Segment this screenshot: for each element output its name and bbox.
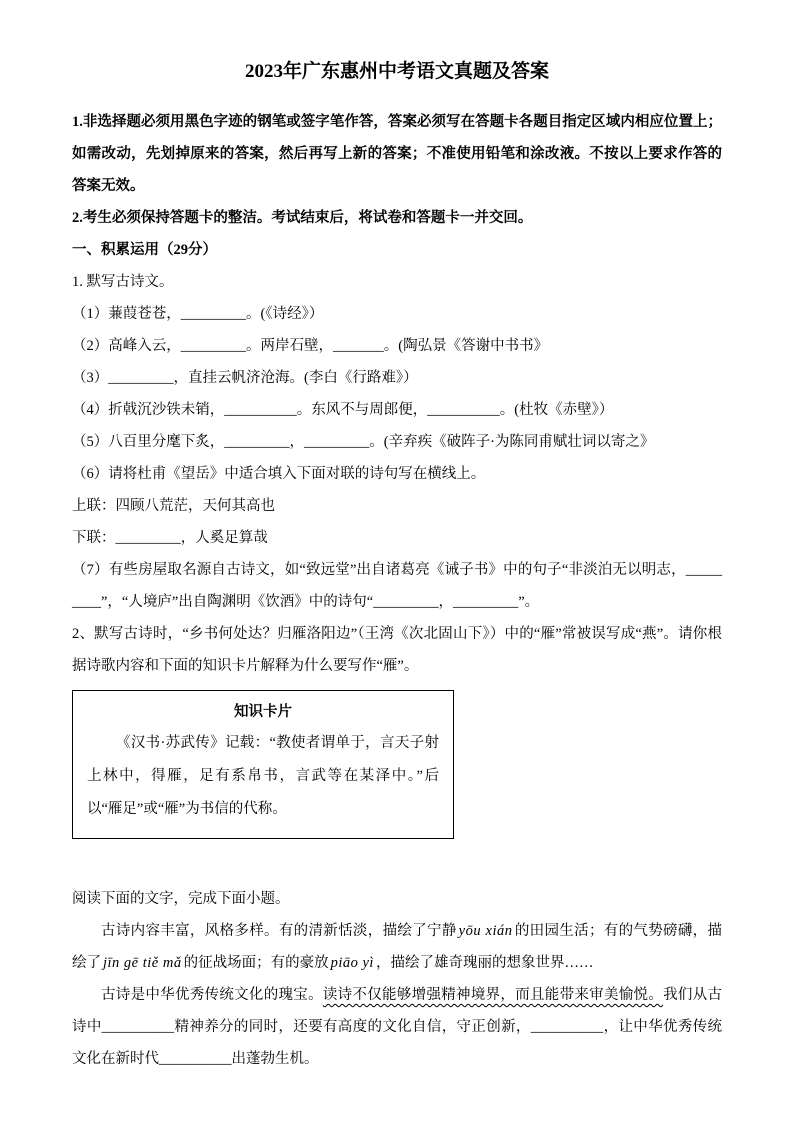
reading-paragraph-1 <box>72 915 722 979</box>
knowledge-card-body: 《汉书·苏武传》记载：“教使者谓单于，言天子射上林中，得雁，足有系帛书，言武等在某泽中。”后以“雁足”或“雁”为书信的代称。 <box>87 735 439 817</box>
reading-paragraph-2 <box>72 979 722 1075</box>
wavy-underline-run: 读诗不仅能够增强精神境界，而且能带来审美愉悦。 <box>322 987 664 1003</box>
pinyin-run-1: yōu xián <box>458 923 513 939</box>
section-heading: 一、积累运用（29分） <box>72 242 217 258</box>
question-1-stem: 1. 默写古诗文。 <box>72 274 174 290</box>
knowledge-card-title: 知识卡片 <box>234 704 292 720</box>
instruction-1: 1.非选择题必须用黑色字迹的钢笔或签字笔作答，答案必须写在答题卡各题目指定区域内相应位置上；如需改动，先划掉原来的答案，然后再写上新的答案；不准使用铅笔和涂改液。不按以上要求作答的答案无效。 <box>72 114 722 194</box>
pinyin-run-3: piāo yì <box>330 955 374 971</box>
question-1-item-7: （7）有些房屋取名源自古诗文，如“致远堂”出自诸葛亮《诫子书》中的句子“非淡泊无以明志，_________”，“人境庐”出自陶渊明《饮酒》中的诗句“_________，_________”。 <box>72 562 722 610</box>
text-run: ，描绘了雄奇瑰丽的想象世界…… <box>375 955 594 971</box>
question-1-item-3: （3）_________，直挂云帆济沧海。(李白《行路难》） <box>72 370 418 386</box>
question-1-item-4: （4）折戟沉沙铁未销，__________。东风不与周郎便，__________。(杜牧《赤壁》） <box>72 402 614 418</box>
reading-intro: 阅读下面的文字，完成下面小题。 <box>72 891 290 907</box>
document-title: 2023年广东惠州中考语文真题及答案 <box>244 61 549 82</box>
couplet-upper-line: 上联：四顾八荒茫，天何其高也 <box>72 498 275 514</box>
instruction-2: 2.考生必须保持答题卡的整洁。考试结束后，将试卷和答题卡一并交回。 <box>72 210 533 226</box>
question-1-item-6: （6）请将杜甫《望岳》中适合填入下面对联的诗句写在横线上。 <box>72 466 486 482</box>
text-run: 古诗是中华优秀传统文化的瑰宝。 <box>101 987 323 1003</box>
text-run: 的田园生活；有的气势磅礴，描绘了 <box>72 923 723 971</box>
text-run: 的征战场面；有的豪放 <box>183 955 329 971</box>
question-2-stem: 2、默写古诗时，“乡书何处达？归雁洛阳边”（王湾《次北固山下》）中的“雁”常被误写成“燕”。请你根据诗歌内容和下面的知识卡片解释为什么要写作“雁”。 <box>72 626 722 674</box>
question-1-item-5: （5）八百里分麾下炙，_________，_________。(辛弃疾《破阵子·为陈同甫赋壮词以寄之》 <box>72 434 655 450</box>
question-1-item-1: （1）蒹葭苍苍，_________。(《诗经》） <box>72 306 324 322</box>
knowledge-card <box>72 690 454 839</box>
text-run: 古诗内容丰富，风格多样。有的清新恬淡，描绘了宁静 <box>101 923 457 939</box>
text-run: 我们从古诗中__________精神养分的同时，还要有高度的文化自信，守正创新，__________，让中华优秀传统文化在新时代__________出蓬勃生机。 <box>72 987 723 1067</box>
couplet-lower-line: 下联：_________，人奚足算哉 <box>72 530 268 546</box>
question-1-item-2: （2）高峰入云，_________。两岸石壁，_______。(陶弘景《答谢中书书》 <box>72 338 549 354</box>
pinyin-run-2: jīn gē tiě mǎ <box>103 955 182 971</box>
